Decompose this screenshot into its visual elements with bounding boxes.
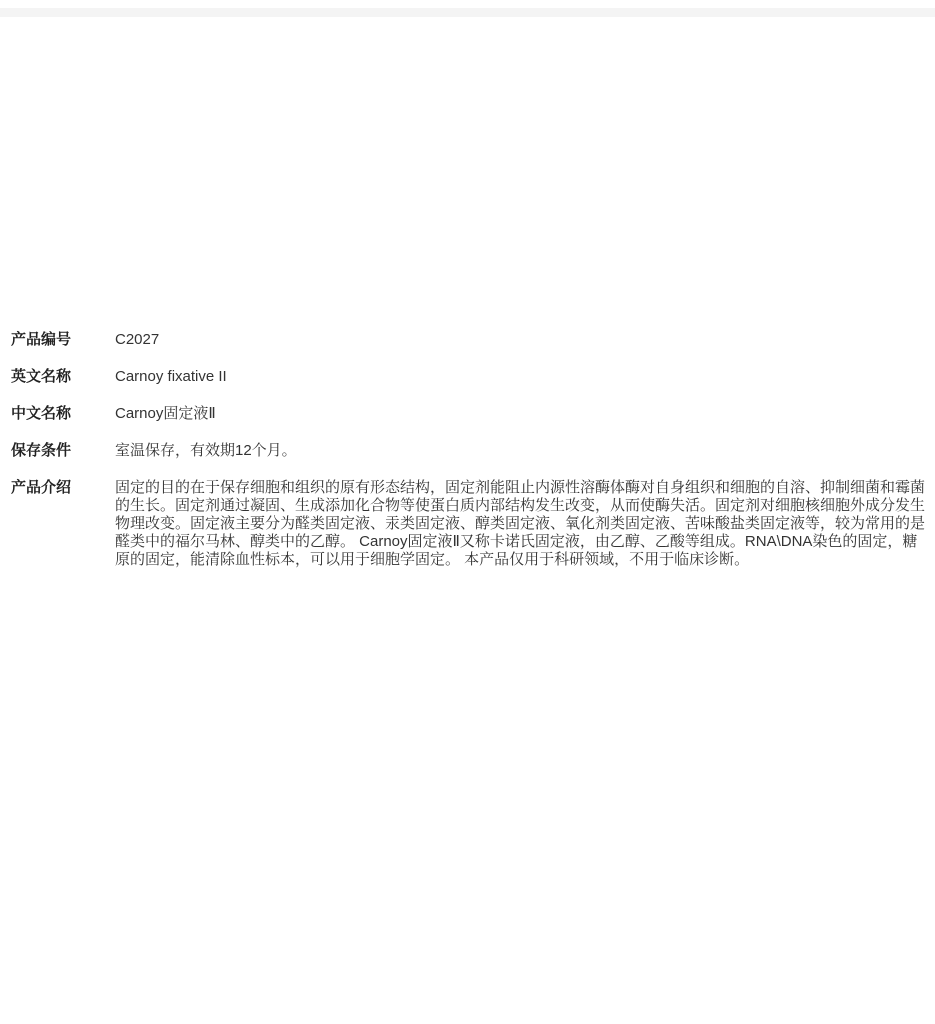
product-introduction-label: 产品介绍: [11, 479, 72, 496]
product-row-code: [11, 331, 925, 349]
storage-condition-label: 保存条件: [11, 442, 72, 459]
product-code-label: 产品编号: [11, 331, 72, 348]
storage-condition-value: 室温保存，有效期12个月。: [115, 442, 297, 459]
product-introduction-value: 固定的目的在于保存细胞和组织的原有形态结构，固定剂能阻止内源性溶酶体酶对自身组织和细胞的自溶、抑制细菌和霉菌的生长。固定剂通过凝固、生成添加化合物等使蛋白质内部结构发生改变，从而使酶失活。固定剂对细胞核细胞外成分发生物理改变。固定液主要分为醛类固定液、汞类固定液、醇类固定液、氧化剂类固定液、苦味酸盐类固定液等，较为常用的是醛类中的福尔马林、醇类中的乙醇。 Carnoy固定液Ⅱ又称卡诺氏固定液，由乙醇、乙酸等组成。RNA\DNA染色的固定，糖原的固定，能清除血性标本，可以用于细胞学固定。 本产品仅用于科研领域，不用于临床诊断。: [115, 479, 926, 568]
product-row-storage: [11, 442, 925, 460]
top-divider-bar: [0, 8, 935, 17]
english-name-label: 英文名称: [11, 368, 72, 385]
product-row-introduction: [11, 479, 925, 569]
product-code-value: C2027: [115, 331, 160, 348]
product-row-chinese-name: [11, 405, 925, 423]
english-name-value: Carnoy fixative II: [115, 368, 227, 385]
chinese-name-value: Carnoy固定液Ⅱ: [115, 405, 216, 422]
chinese-name-label: 中文名称: [11, 405, 72, 422]
product-row-english-name: [11, 368, 925, 386]
product-info-section: [11, 331, 925, 588]
